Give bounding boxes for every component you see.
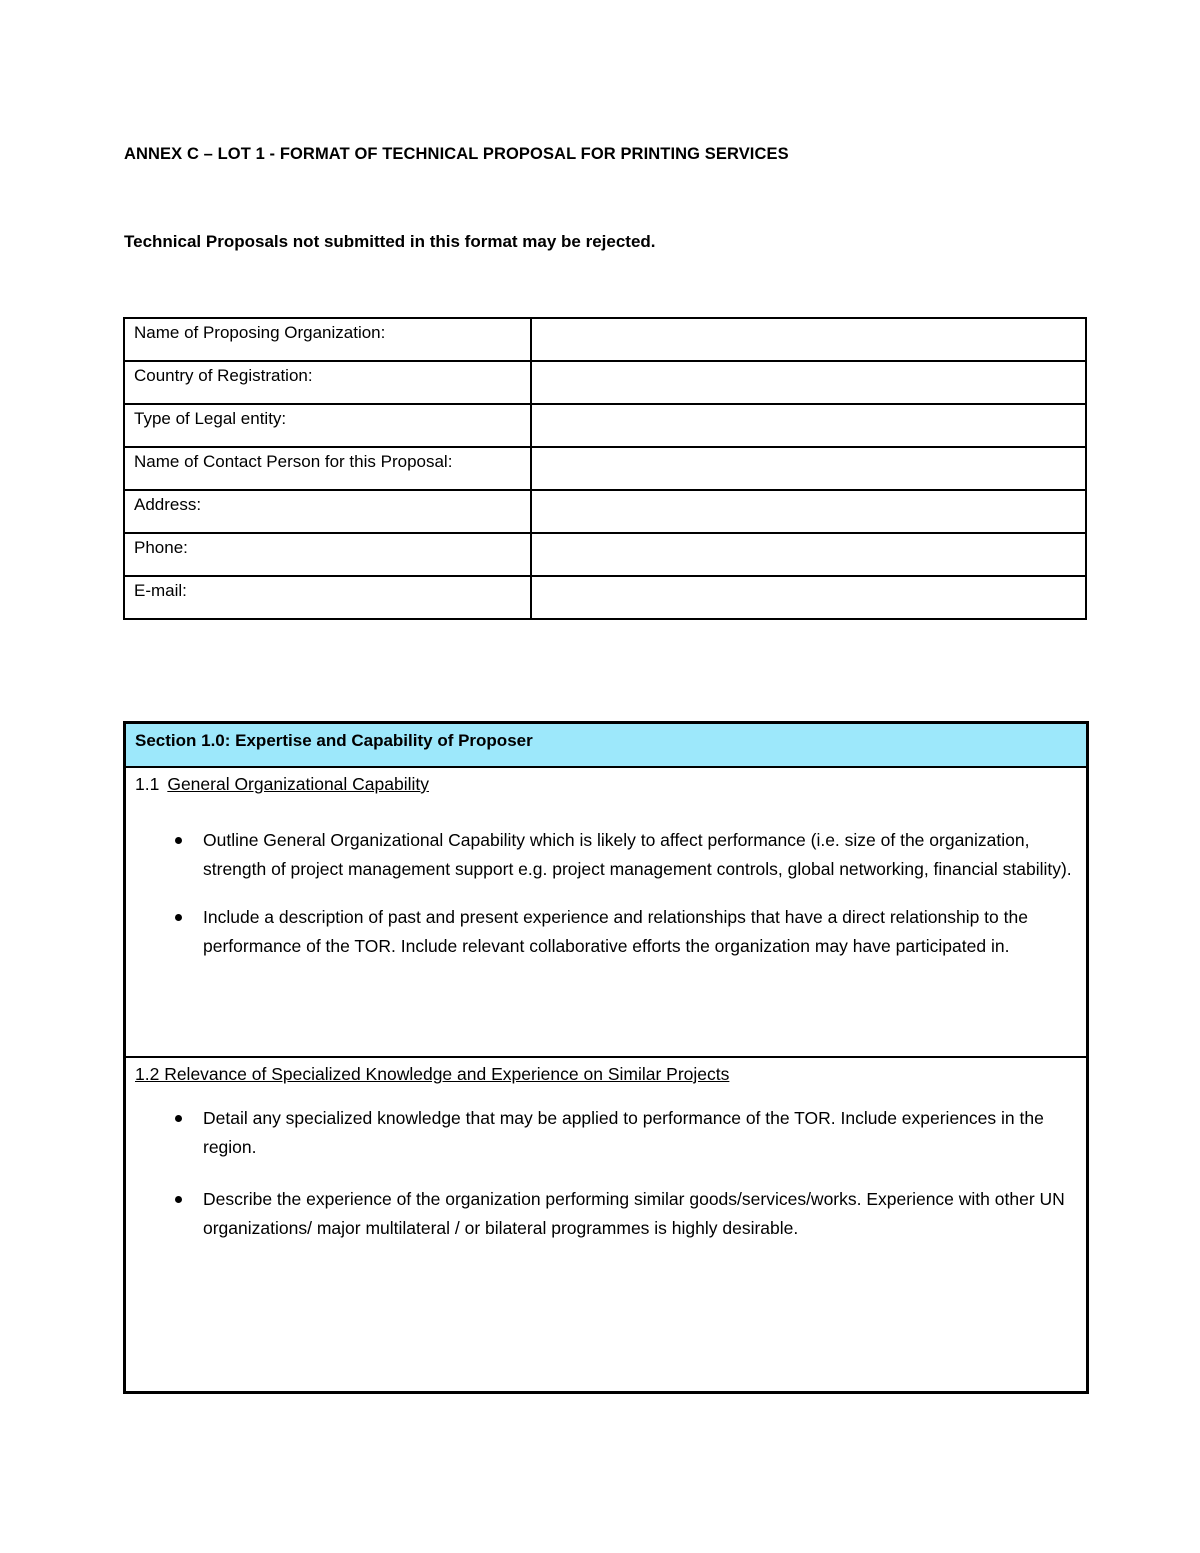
table-row	[124, 361, 1086, 404]
field-label-address: Address:	[124, 490, 531, 533]
table-row	[124, 447, 1086, 490]
table-row	[124, 404, 1086, 447]
table-row	[124, 576, 1086, 619]
organization-info-table	[123, 317, 1087, 620]
field-value-contact-person[interactable]	[531, 447, 1086, 490]
field-label-phone: Phone:	[124, 533, 531, 576]
field-value-legal-entity[interactable]	[531, 404, 1086, 447]
list-item	[135, 1104, 1077, 1162]
bullet-text: Outline General Organizational Capability which is likely to affect performance (i.e. size of the organization, strength of project management support e.g. project management controls, global networking, financial stability).	[203, 830, 1072, 879]
field-value-address[interactable]	[531, 490, 1086, 533]
field-label-organization-name: Name of Proposing Organization:	[124, 318, 531, 361]
field-label-legal-entity: Type of Legal entity:	[124, 404, 531, 447]
list-item	[135, 903, 1077, 961]
table-row	[124, 490, 1086, 533]
subsection-heading	[135, 772, 1077, 796]
bullet-icon	[175, 914, 182, 921]
subsection-number: 1.1	[135, 774, 160, 794]
subsection-title: General Organizational Capability	[167, 774, 429, 794]
field-value-phone[interactable]	[531, 533, 1086, 576]
field-value-organization-name[interactable]	[531, 318, 1086, 361]
field-value-email[interactable]	[531, 576, 1086, 619]
table-row	[124, 318, 1086, 361]
bullet-list	[135, 826, 1077, 961]
bullet-list	[135, 1104, 1077, 1243]
list-item	[135, 826, 1077, 884]
bullet-text: Detail any specialized knowledge that may be applied to performance of the TOR. Include experiences in the region.	[203, 1108, 1044, 1157]
section-header: Section 1.0: Expertise and Capability of Proposer	[126, 724, 1086, 768]
subsection-title: 1.2 Relevance of Specialized Knowledge and Experience on Similar Projects	[135, 1064, 730, 1084]
section-expertise-capability	[123, 721, 1089, 1394]
field-label-country: Country of Registration:	[124, 361, 531, 404]
field-label-email: E-mail:	[124, 576, 531, 619]
document-title: ANNEX C – LOT 1 - FORMAT OF TECHNICAL PROPOSAL FOR PRINTING SERVICES	[124, 145, 789, 163]
bullet-text: Include a description of past and present experience and relationships that have a direct relationship to the performance of the TOR. Include relevant collaborative efforts the organization may have participated in.	[203, 907, 1028, 956]
table-row	[124, 533, 1086, 576]
field-value-country[interactable]	[531, 361, 1086, 404]
list-item	[135, 1185, 1077, 1243]
field-label-contact-person: Name of Contact Person for this Proposal:	[124, 447, 531, 490]
format-notice: Technical Proposals not submitted in this format may be rejected.	[124, 232, 656, 251]
bullet-icon	[175, 837, 182, 844]
bullet-icon	[175, 1196, 182, 1203]
subsection-general-capability[interactable]	[126, 768, 1086, 1058]
subsection-specialized-knowledge[interactable]	[126, 1058, 1086, 1243]
bullet-icon	[175, 1115, 182, 1122]
bullet-text: Describe the experience of the organization performing similar goods/services/works. Experience with other UN organizations/ major multilateral / or bilateral programmes is highly desirable.	[203, 1189, 1065, 1238]
